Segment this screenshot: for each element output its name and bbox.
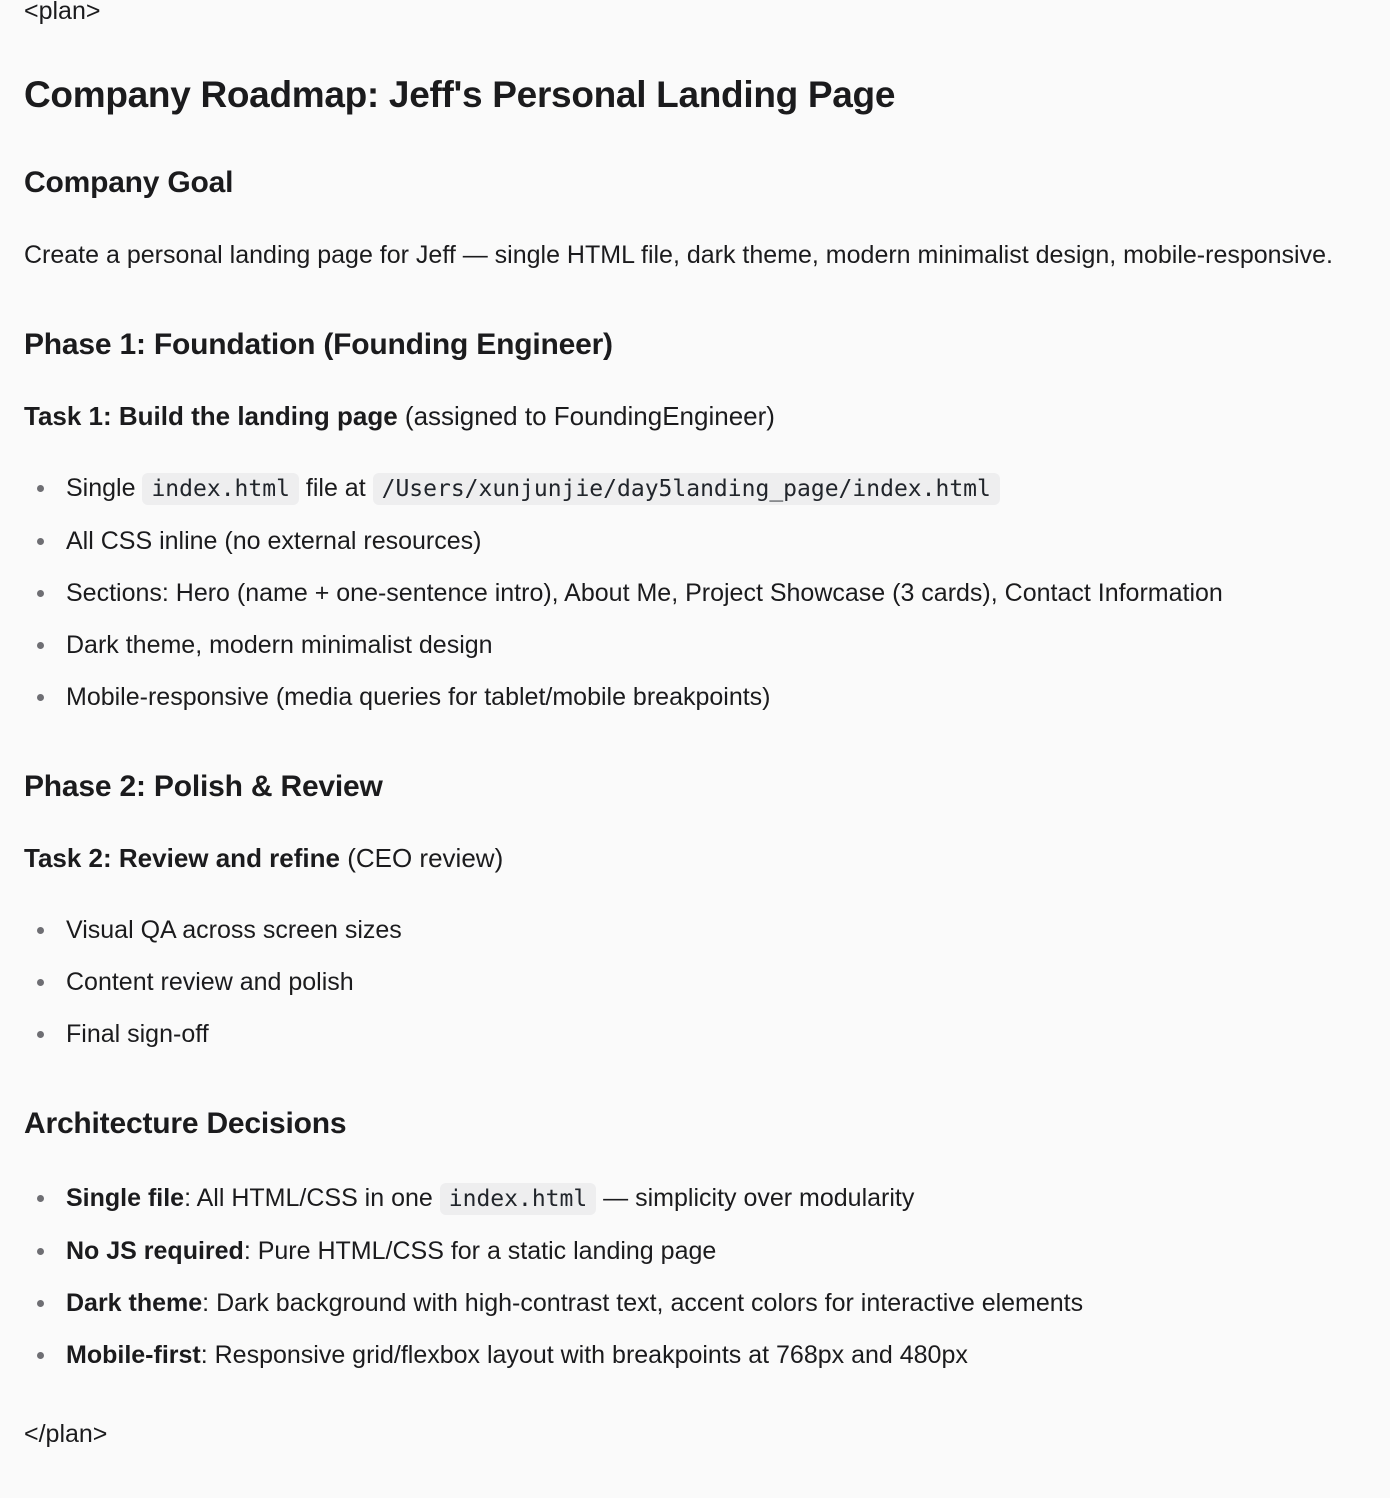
list-item bbox=[24, 1175, 1286, 1223]
inline-code: /Users/xunjunjie/day5landing_page/index.html bbox=[373, 473, 1000, 505]
list-item bbox=[24, 518, 1286, 565]
bold-text: Mobile-first bbox=[66, 1341, 201, 1369]
architecture-bullet-list bbox=[24, 1175, 1286, 1379]
list-item bbox=[24, 465, 1286, 513]
text-span: Mobile-responsive (media queries for tablet/mobile breakpoints) bbox=[66, 683, 771, 711]
page-title: Company Roadmap: Jeff's Personal Landing Page bbox=[24, 74, 896, 115]
text-span: All CSS inline (no external resources) bbox=[66, 527, 482, 555]
text-span: Dark theme, modern minimalist design bbox=[66, 631, 493, 659]
phase-1-bullet-list bbox=[24, 465, 1286, 721]
phase-1-heading: Phase 1: Foundation (Founding Engineer) bbox=[24, 328, 613, 361]
phase-2-bullet-list bbox=[24, 907, 1286, 1058]
list-item bbox=[24, 907, 1286, 954]
bold-text: Task 1: Build the landing page bbox=[24, 401, 398, 431]
text-span: — simplicity over modularity bbox=[596, 1184, 915, 1212]
inline-code: index.html bbox=[440, 1183, 596, 1215]
bold-text: Single file bbox=[66, 1184, 185, 1212]
list-item bbox=[24, 674, 1286, 721]
bold-text: No JS required bbox=[66, 1237, 244, 1265]
text-span: : Responsive grid/flexbox layout with breakpoints at 768px and 480px bbox=[200, 1341, 968, 1369]
text-span: Final sign-off bbox=[66, 1020, 209, 1048]
architecture-decisions-heading: Architecture Decisions bbox=[24, 1107, 347, 1140]
plan-close-tag: </plan> bbox=[24, 1420, 108, 1448]
inline-code: index.html bbox=[142, 473, 298, 505]
section-architecture-decisions bbox=[24, 1105, 1366, 1379]
list-item bbox=[24, 1332, 1286, 1379]
section-phase-2 bbox=[24, 768, 1366, 1058]
text-span: (assigned to FoundingEngineer) bbox=[397, 401, 775, 431]
list-item bbox=[24, 1011, 1286, 1058]
phase-2-heading: Phase 2: Polish & Review bbox=[24, 770, 383, 803]
task-2-heading bbox=[24, 841, 1366, 875]
text-span: : Pure HTML/CSS for a static landing page bbox=[243, 1237, 717, 1265]
text-span: Visual QA across screen sizes bbox=[66, 916, 402, 944]
list-item bbox=[24, 959, 1286, 1006]
section-company-goal bbox=[24, 164, 1366, 279]
company-goal-paragraph: Create a personal landing page for Jeff — single HTML file, dark theme, modern minimalist design, mobile-responsive. bbox=[24, 241, 1333, 269]
task-1-heading bbox=[24, 399, 1366, 433]
list-item bbox=[24, 1280, 1286, 1327]
company-goal-heading: Company Goal bbox=[24, 166, 234, 199]
text-span: file at bbox=[298, 474, 373, 502]
list-item bbox=[24, 570, 1286, 617]
plan-document bbox=[24, 0, 1366, 1467]
plan-open-tag: <plan> bbox=[24, 0, 101, 25]
text-span: Content review and polish bbox=[66, 968, 354, 996]
text-span: : Dark background with high-contrast text, accent colors for interactive elements bbox=[202, 1289, 1084, 1317]
text-span: Sections: Hero (name + one-sentence intro), About Me, Project Showcase (3 cards), Contact Information bbox=[66, 579, 1223, 607]
bold-text: Task 2: Review and refine bbox=[24, 843, 340, 873]
list-item bbox=[24, 622, 1286, 669]
text-span: Single bbox=[66, 474, 143, 502]
text-span: : All HTML/CSS in one bbox=[184, 1184, 440, 1212]
bold-text: Dark theme bbox=[66, 1289, 203, 1317]
list-item bbox=[24, 1228, 1286, 1275]
text-span: (CEO review) bbox=[339, 843, 504, 873]
section-phase-1 bbox=[24, 326, 1366, 721]
